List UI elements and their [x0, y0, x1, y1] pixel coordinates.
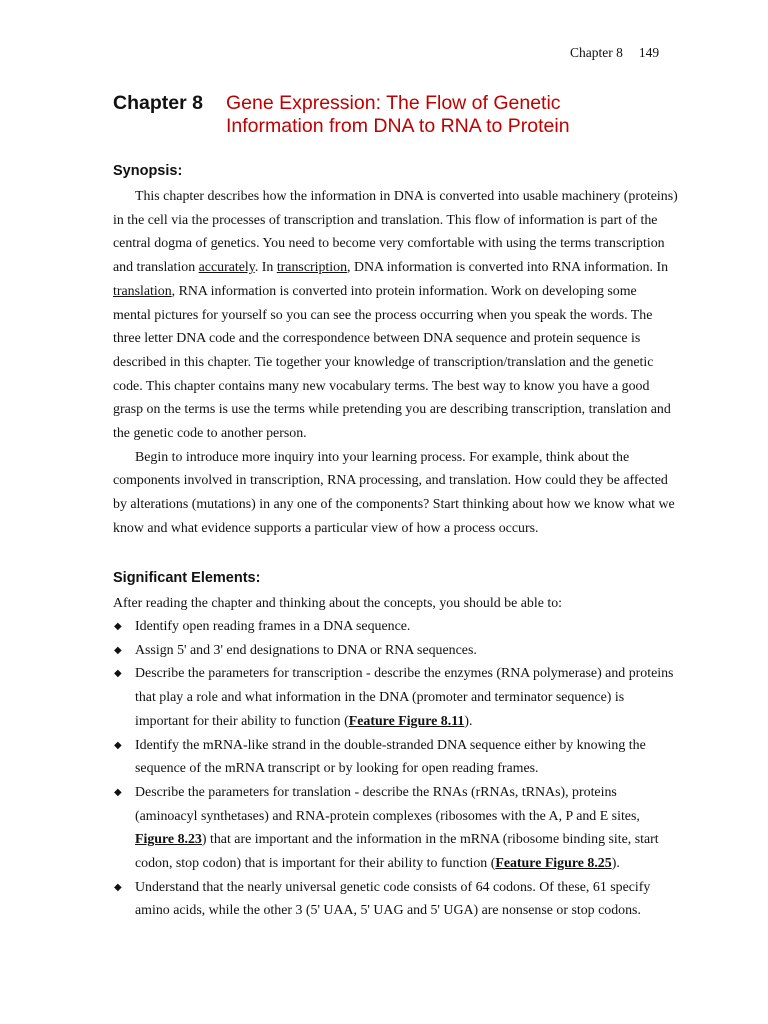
text-line: Describe the parameters for translation - describe the RNAs (rRNAs, tRNAs), proteins: [135, 784, 617, 800]
synopsis-heading: Synopsis:: [113, 163, 183, 179]
synopsis-paragraph: [113, 446, 681, 541]
chapter-title: [226, 92, 646, 138]
text-line: Understand that the nearly universal genetic code consists of 64 codons. Of these, 61 specify: [135, 879, 651, 895]
text-line: Begin to introduce more inquiry into your learning process. For example, think about the: [135, 449, 630, 465]
text-line: three letter DNA code and the correspondence between DNA sequence and protein sequence is: [113, 331, 641, 347]
text-line: This chapter describes how the information in DNA is converted into usable machinery (proteins): [135, 189, 678, 204]
text-line: components involved in transcription, RNA processing, and translation. How could they be affected: [113, 473, 668, 489]
running-head-chapter: Chapter 8: [570, 45, 623, 60]
text-line: Identify the mRNA-like strand in the double-stranded DNA sequence either by knowing the: [135, 737, 646, 753]
figure-reference: Feature Figure 8.11: [348, 713, 465, 729]
text-line: by alterations (mutations) in any one of the components? Start thinking about how we know what we: [113, 497, 675, 513]
underlined-term: accurately: [198, 260, 255, 276]
text-line: sequence of the mRNA transcript or by looking for open reading frames.: [135, 761, 539, 777]
underlined-term: transcription: [276, 260, 348, 276]
underlined-term: translation: [113, 283, 172, 299]
text-line: grasp on the terms is use the terms while pretending you are describing transcription, translation and: [113, 402, 671, 418]
text-line: code. This chapter contains many new vocabulary terms. The best way to know you have a good: [113, 378, 650, 394]
chapter-title-line: Information from DNA to RNA to Protein: [226, 115, 570, 137]
list-item: [113, 615, 693, 639]
running-head: [570, 45, 659, 61]
text-line: described in this chapter. Tie together your knowledge of transcription/translation and the genetic: [113, 354, 654, 370]
diamond-bullet-icon: ◆: [114, 881, 122, 893]
text-line: important for their ability to function (Feature Figure 8.11).: [135, 713, 473, 729]
text-line: Assign 5' and 3' end designations to DNA or RNA sequences.: [135, 642, 477, 658]
chapter-label: Chapter 8: [113, 92, 203, 114]
diamond-bullet-icon: ◆: [114, 668, 122, 680]
diamond-bullet-icon: ◆: [114, 786, 122, 798]
list-item: [113, 734, 693, 781]
text-line: translation, RNA information is converted into protein information. Work on developing some: [113, 283, 637, 299]
diamond-bullet-icon: ◆: [114, 644, 122, 656]
text-line: codon, stop codon) that is important for their ability to function (Feature Figure 8.25).: [135, 856, 620, 872]
chapter-title-line: Gene Expression: The Flow of Genetic: [226, 92, 561, 114]
diamond-bullet-icon: ◆: [114, 621, 122, 632]
significant-elements-heading: Significant Elements:: [113, 570, 261, 586]
text-line: in the cell via the processes of transcription and translation. This flow of information is part of the: [113, 212, 658, 228]
list-item: [113, 781, 693, 876]
list-item: [113, 662, 693, 733]
text-line: central dogma of genetics. You need to become very comfortable with using the terms transcription: [113, 236, 665, 252]
text-line: know and what evidence supports a particular view of how a process occurs.: [113, 520, 539, 536]
text-line: Describe the parameters for transcription - describe the enzymes (RNA polymerase) and proteins: [135, 666, 674, 682]
text-line: mental pictures for yourself so you can see the process occurring when you speak the words. The: [113, 307, 653, 323]
text-line: and translation accurately. In transcription, DNA information is converted into RNA information. In: [113, 260, 669, 276]
list-item: [113, 639, 693, 663]
objectives-list: [113, 615, 693, 923]
text-line: Figure 8.23) that are important and the information in the mRNA (ribosome binding site, start: [135, 832, 659, 848]
text-line: Identify open reading frames in a DNA sequence.: [135, 619, 411, 634]
synopsis-body: [113, 185, 681, 541]
text-line: (aminoacyl synthetases) and RNA-protein complexes (ribosomes with the A, P and E sites,: [135, 808, 640, 824]
significant-intro: After reading the chapter and thinking about the concepts, you should be able to:: [113, 596, 562, 611]
text-line: that play a role and what information in the DNA (promoter and terminator sequence) is: [135, 690, 625, 706]
synopsis-paragraph: [113, 185, 681, 446]
diamond-bullet-icon: ◆: [114, 739, 122, 751]
text-line: the genetic code to another person.: [113, 426, 307, 442]
figure-reference: Feature Figure 8.25: [495, 856, 612, 872]
text-line: amino acids, while the other 3 (5' UAA, 5' UAG and 5' UGA) are nonsense or stop codons.: [135, 903, 641, 919]
figure-reference: Figure 8.23: [135, 832, 202, 848]
list-item: [113, 876, 693, 923]
page-number: 149: [638, 45, 660, 60]
